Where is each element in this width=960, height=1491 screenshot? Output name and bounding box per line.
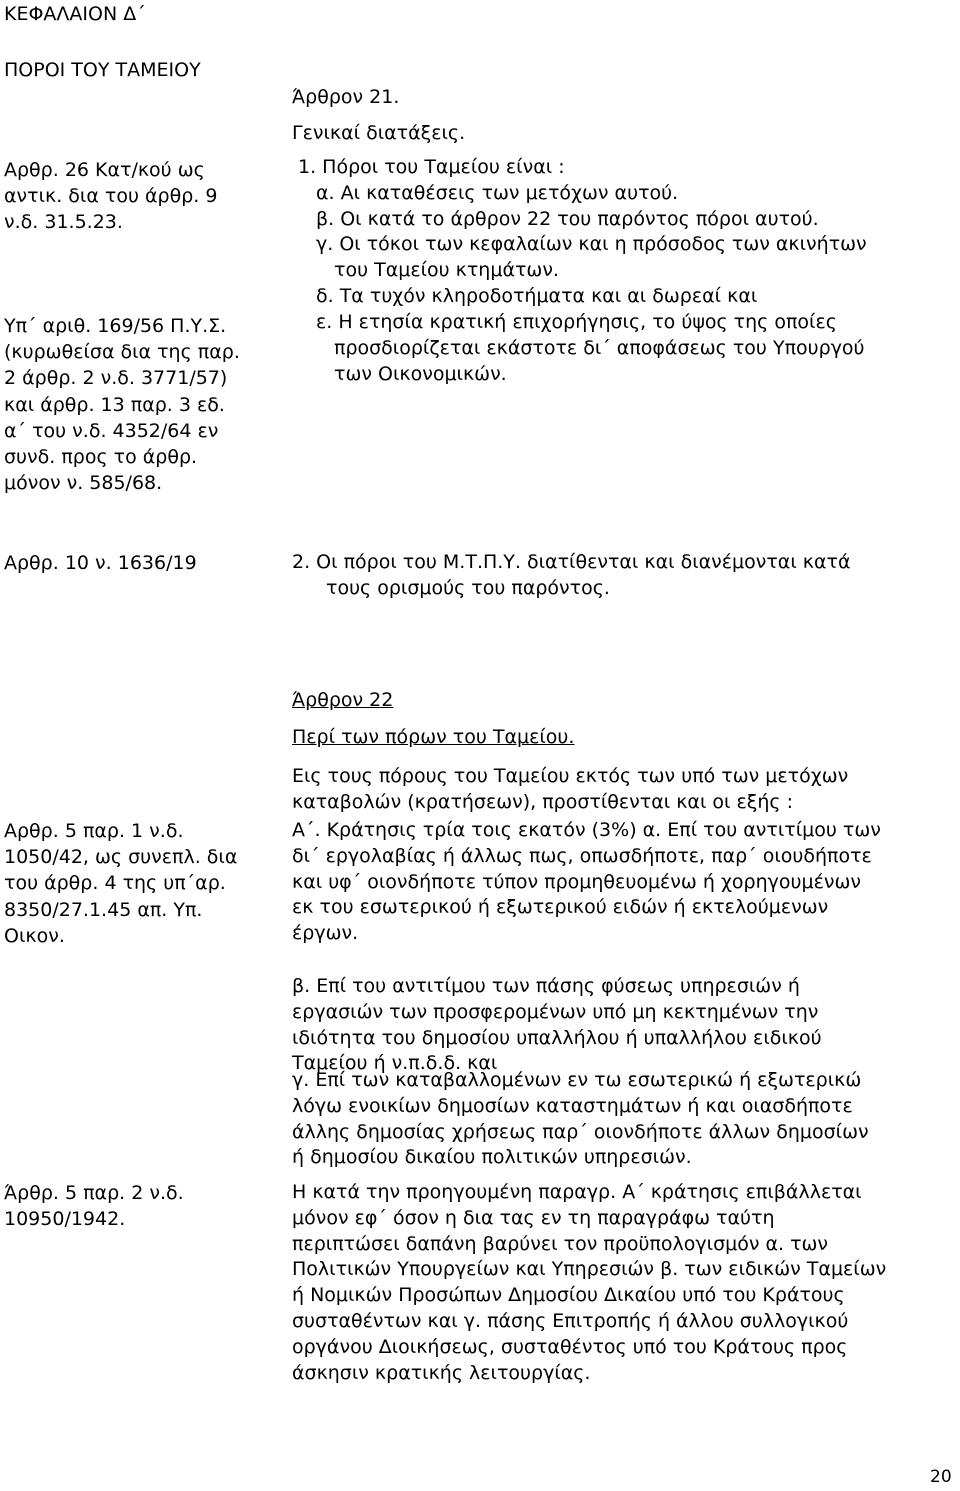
list-item: δ. Τα τυχόν κληροδοτήματα και αι δωρεαί και	[316, 285, 758, 308]
paragraph-line: Α΄. Κράτησις τρία τοις εκατόν (3%) α. Επί του αντιτίμου των	[292, 819, 881, 841]
sidenote-line: του άρθρ. 4 της υπ΄αρ.	[4, 872, 226, 895]
paragraph-line: συσταθέντων και γ. πάσης Επιτροπής ή άλλου συλλογικού	[292, 1310, 849, 1333]
article22-intro	[292, 764, 952, 816]
article22-section-a	[292, 818, 952, 947]
paragraph-line: έργων.	[292, 922, 359, 945]
sidenote-line: ν.δ. 31.5.23.	[4, 211, 123, 234]
list-item-continuation: των Οικονομικών.	[334, 362, 507, 385]
article21-paragraph2	[292, 550, 952, 602]
sidenote-line: 1050/42, ως συνεπλ. δια	[4, 846, 238, 869]
list-item: α. Αι καταθέσεις των μετόχων αυτού.	[316, 181, 679, 204]
article21-paragraph1	[298, 155, 948, 387]
article22-title: Άρθρον 22	[292, 689, 394, 711]
chapter-title: ΚΕΦΑΛΑΙΟΝ Δ΄	[4, 3, 146, 25]
sidenote-line: 2 άρθρ. 2 ν.δ. 3771/57)	[4, 367, 228, 390]
list-item: γ. Οι τόκοι των κεφαλαίων και η πρόσοδος των ακινήτων	[316, 233, 867, 256]
paragraph-line: ή Νομικών Προσώπων Δημοσίου Δικαίου υπό του Κράτους	[292, 1284, 845, 1307]
sidenote-line: 10950/1942.	[4, 1208, 126, 1231]
sidenote-art22a	[4, 818, 280, 949]
article21-title: Άρθρον 21.	[292, 86, 400, 108]
paragraph-line: λόγω ενοικίων δημοσίων καταστημάτων ή και οιασδήποτε	[292, 1094, 853, 1117]
paragraph-line: άσκησιν κρατικής λειτουργίας.	[292, 1361, 591, 1384]
sidenote-line: (κυρωθείσα δια της παρ.	[4, 341, 240, 364]
page-number: 20	[930, 1467, 952, 1487]
sidenote-line: συνδ. προς το άρθρ.	[4, 446, 198, 469]
sidenote-line: και άρθρ. 13 παρ. 3 εδ.	[4, 393, 225, 416]
paragraph-line: ή δημοσίου δικαίου πολιτικών υπηρεσιών.	[292, 1146, 692, 1169]
paragraph-line: β. Επί του αντιτίμου των πάσης φύσεως υπηρεσιών ή	[292, 975, 800, 997]
sidenote-line: Άρθρ. 5 παρ. 2 ν.δ.	[4, 1182, 184, 1204]
sidenote-par2: Αρθρ. 10 ν. 1636/19	[4, 552, 197, 574]
paragraph-line: οργάνου Διοικήσεως, συσταθέντος υπό του Κράτους προς	[292, 1335, 848, 1358]
sidenote-line: Αρθρ. 26 Κατ/κού ως	[4, 159, 205, 181]
sidenote-art22b	[4, 1180, 280, 1232]
paragraph-line: τους ορισμούς του παρόντος.	[326, 576, 610, 599]
paragraph-line: Εις τους πόρους του Ταμείου εκτός των υπό των μετόχων	[292, 765, 849, 787]
article22-section-c	[292, 1068, 952, 1171]
sidenote-line: Οικον.	[4, 924, 65, 947]
sidenote-line: Υπ΄ αριθ. 169/56 Π.Υ.Σ.	[4, 315, 227, 337]
paragraph-intro: 1. Πόροι του Ταμείου είναι :	[298, 156, 565, 178]
sidenote-line: αντικ. δια του άρθρ. 9	[4, 185, 218, 208]
paragraph-line: δι΄ εργολαβίας ή άλλως πως, οπωσδήποτε, παρ΄ οιουδήποτε	[292, 844, 872, 867]
article21-heading: Γενικαί διατάξεις.	[292, 122, 466, 144]
sidenote-line: 8350/27.1.45 απ. Υπ.	[4, 898, 203, 921]
sidenote-art21	[4, 157, 280, 236]
paragraph-line: ιδιότητα του δημοσίου υπαλλήλου ή υπαλλήλου ειδικού	[292, 1026, 822, 1049]
sidenote-line: α΄ του ν.δ. 4352/64 εν	[4, 419, 219, 442]
chapter-subtitle: ΠΟΡΟΙ ΤΟΥ ΤΑΜΕΙΟΥ	[4, 59, 201, 81]
paragraph-line: και υφ΄ οιονδήποτε τύπον προμηθευομένω ή χορηγουμένων	[292, 870, 862, 893]
list-item-continuation: του Ταμείου κτημάτων.	[334, 259, 559, 282]
sidenote-line: Αρθρ. 5 παρ. 1 ν.δ.	[4, 820, 184, 842]
paragraph-line: Πολιτικών Υπουργείων και Υπηρεσιών β. των ειδικών Ταμείων	[292, 1258, 887, 1281]
list-item-continuation: προσδιορίζεται εκάστοτε δι΄ αποφάσεως του Υπουργού	[334, 336, 865, 359]
article22-section-d	[292, 1180, 952, 1387]
paragraph-line: 2. Οι πόροι του Μ.Τ.Π.Υ. διατίθενται και διανέμονται κατά	[292, 551, 851, 573]
sidenote-line: μόνον ν. 585/68.	[4, 472, 163, 495]
sidenote-art21-decision	[4, 313, 280, 497]
paragraph-line: Ταμείου ή ν.π.δ.δ. και	[292, 1052, 498, 1075]
paragraph-line: εκ του εσωτερικού ή εξωτερικού ειδών ή εκτελούμενων	[292, 896, 829, 919]
paragraph-line: μόνον εφ΄ όσον η δια τας εν τη παραγράφω ταύτη	[292, 1206, 775, 1229]
paragraph-line: περιπτώσει δαπάνη βαρύνει τον προϋπολογισμόν α. των	[292, 1232, 829, 1255]
paragraph-line: γ. Επί των καταβαλλομένων εν τω εσωτερικώ ή εξωτερικώ	[292, 1069, 862, 1091]
article22-heading: Περί των πόρων του Ταμείου.	[292, 726, 575, 748]
paragraph-line: Η κατά την προηγουμένη παραγρ. Α΄ κράτησις επιβάλλεται	[292, 1181, 862, 1203]
list-item: ε. Η ετησία κρατική επιχορήγησις, το ύψος της οποίες	[316, 310, 837, 333]
paragraph-line: εργασιών των προσφερομένων υπό μη κεκτημένων την	[292, 1000, 819, 1023]
article22-section-b	[292, 974, 952, 1077]
paragraph-line: καταβολών (κρατήσεων), προστίθενται και οι εξής :	[292, 790, 794, 813]
paragraph-line: άλλης δημοσίας χρήσεως παρ΄ οιονδήποτε άλλων δημοσίων	[292, 1120, 869, 1143]
list-item: β. Οι κατά το άρθρον 22 του παρόντος πόροι αυτού.	[316, 207, 819, 230]
